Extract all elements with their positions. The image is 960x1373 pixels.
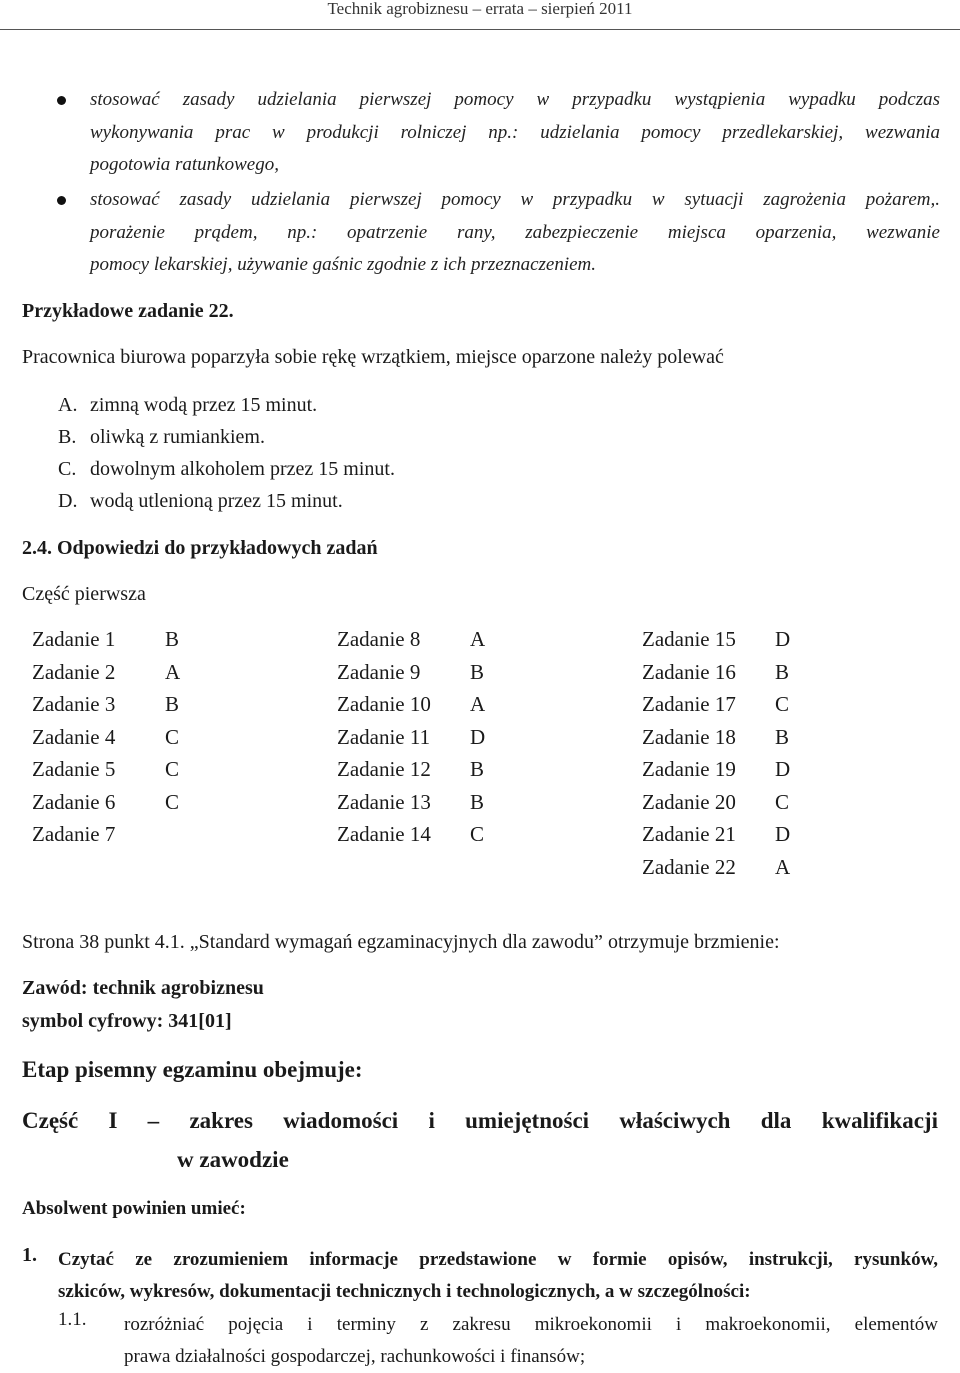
subpoint-1-1 — [124, 1309, 938, 1373]
option-letter: A. — [58, 394, 78, 416]
point-number: 1. — [22, 1244, 37, 1266]
answer-label: Zadanie 19 — [642, 757, 736, 781]
answer-value: B — [165, 692, 180, 716]
errata-note: Strona 38 punkt 4.1. „Standard wymagań egzaminacyjnych dla zawodu” otrzymuje brzmienie: — [22, 931, 780, 953]
subpoint-line: rozróżniać pojęcia i terminy z zakresu mikroekonomii i makroekonomii, elementów — [124, 1314, 938, 1335]
option-text: wodą utlenioną przez 15 minut. — [90, 490, 343, 512]
answer-label: Zadanie 16 — [642, 659, 736, 684]
subpoint-line: prawa działalności gospodarczej, rachunkowości i finansów; — [124, 1346, 586, 1367]
header-rule — [0, 29, 960, 30]
answer-value: A — [470, 627, 486, 651]
part-heading-line-2: w zawodzie — [177, 1147, 289, 1172]
subpoint-number: 1.1. — [58, 1309, 87, 1330]
answer-value: B — [775, 659, 790, 684]
example-heading: Przykładowe zadanie 22. — [22, 300, 234, 322]
answer-label: Zadanie 18 — [642, 724, 736, 749]
bullet-icon — [57, 96, 66, 105]
bullet-line: pogotowia ratunkowego, — [90, 154, 279, 175]
answers-subheading: Część pierwsza — [22, 583, 146, 605]
answer-label: Zadanie 12 — [337, 757, 431, 781]
option-text: dowolnym alkoholem przez 15 minut. — [90, 458, 395, 480]
answer-label: Zadanie 4 — [32, 724, 116, 749]
bullet-item-first-aid-fire — [90, 184, 940, 282]
bullet-line: stosować zasady udzielania pierwszej pomocy w przypadku wystąpienia wypadku podczas — [90, 89, 940, 110]
answer-label: Zadanie 21 — [642, 822, 736, 846]
answer-value: C — [165, 757, 180, 781]
answer-label: Zadanie 2 — [32, 659, 116, 684]
answer-value: B — [470, 757, 485, 781]
answer-value: D — [775, 822, 791, 846]
graduate-line: Absolwent powinien umieć: — [22, 1198, 246, 1219]
part-heading — [22, 1108, 938, 1134]
answer-label: Zadanie 13 — [337, 789, 431, 814]
answer-label: Zadanie 10 — [337, 692, 431, 716]
bullet-line: stosować zasady udzielania pierwszej pomocy w przypadku w sytuacji zagrożenia pożarem,. — [90, 189, 940, 210]
answer-label: Zadanie 6 — [32, 789, 116, 814]
option-letter: B. — [58, 426, 77, 448]
answer-label: Zadanie 3 — [32, 692, 116, 716]
answer-label: Zadanie 5 — [32, 757, 116, 781]
answer-value: C — [775, 692, 790, 716]
answer-label: Zadanie 17 — [642, 692, 736, 716]
point-line: szkiców, wykresów, dokumentacji technicznych i technologicznych, a w szczególności: — [58, 1281, 751, 1302]
option-letter: C. — [58, 458, 77, 480]
answer-value: B — [775, 724, 790, 749]
option-text: zimną wodą przez 15 minut. — [90, 394, 318, 416]
answer-label: Zadanie 1 — [32, 627, 116, 651]
answer-label: Zadanie 22 — [642, 854, 736, 879]
answer-value: B — [165, 627, 180, 651]
profession-line: Zawód: technik agrobiznesu — [22, 977, 264, 999]
answer-value: A — [775, 854, 791, 879]
option-text: oliwką z rumiankiem. — [90, 426, 265, 448]
answer-label: Zadanie 11 — [337, 724, 431, 749]
answer-value: D — [775, 757, 791, 781]
answer-label: Zadanie 14 — [337, 822, 431, 846]
answer-value: A — [470, 692, 486, 716]
answer-label: Zadanie 7 — [32, 822, 116, 846]
answer-label: Zadanie 20 — [642, 789, 736, 814]
answer-value: C — [775, 789, 790, 814]
answer-value: B — [470, 789, 485, 814]
answer-label: Zadanie 8 — [337, 627, 421, 651]
point-line: Czytać ze zrozumieniem informacje przedstawione w formie opisów, instrukcji, rysunków, — [58, 1249, 938, 1270]
answer-value: C — [165, 724, 180, 749]
running-header — [0, 0, 960, 30]
part-heading-line: Część I – zakres wiadomości i umiejętności właściwych dla kwalifikacji — [22, 1108, 938, 1133]
answers-heading: 2.4. Odpowiedzi do przykładowych zadań — [22, 537, 378, 559]
answer-value: A — [165, 659, 181, 684]
answer-value: C — [165, 789, 180, 814]
bullet-icon — [57, 196, 66, 205]
bullet-line: porażenie prądem, np.: opatrzenie rany, zabezpieczenie miejsca oparzenia, wezwanie — [90, 221, 940, 243]
bullet-item-first-aid-accident — [90, 84, 940, 182]
bullet-line: pomocy lekarskiej, używanie gaśnic zgodnie z ich przeznaczeniem. — [90, 254, 597, 275]
answer-label: Zadanie 9 — [337, 659, 421, 684]
option-letter: D. — [58, 490, 78, 512]
answer-value: D — [775, 627, 791, 651]
answer-value: C — [470, 822, 485, 846]
stage-heading: Etap pisemny egzaminu obejmuje: — [22, 1057, 363, 1082]
symbol-line: symbol cyfrowy: 341[01] — [22, 1010, 232, 1032]
point-1 — [58, 1244, 938, 1308]
header-title: Technik agrobiznesu – errata – sierpień 2011 — [327, 0, 633, 18]
answer-label: Zadanie 15 — [642, 627, 736, 651]
answer-value: B — [470, 659, 485, 684]
example-question: Pracownica biurowa poparzyła sobie rękę wrzątkiem, miejsce oparzone należy polewać — [22, 346, 724, 368]
answer-value: D — [470, 724, 486, 749]
bullet-line: wykonywania prac w produkcji rolniczej np.: udzielania pomocy przedlekarskiej, wezwania — [90, 121, 940, 143]
